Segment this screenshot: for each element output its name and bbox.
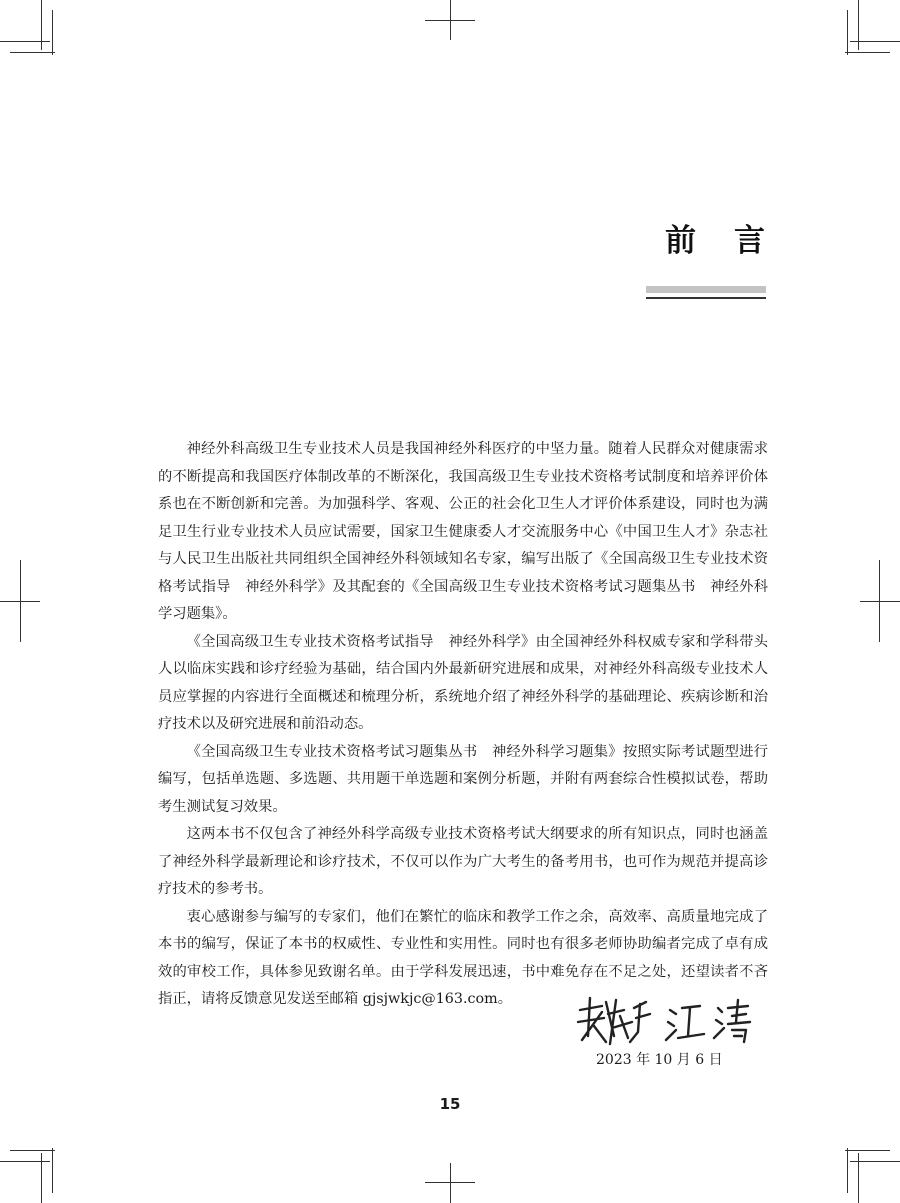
handwritten-signature (572, 992, 752, 1048)
paragraph: 《全国高级卫生专业技术资格考试指导 神经外科学》由全国神经外科权威专家和学科带头人以临床实践和诊疗经验为基础，结合国内外最新研究进展和成果，对神经外科高级专业技术人员应掌握的内容进行全面概述和梳理分析，系统地介绍了神经外科学的基础理论、疾病诊断和治疗技术以及研究进展和前沿动态。 (158, 633, 768, 732)
date: 2023 年 10 月 6 日 (596, 1052, 723, 1068)
title-rule-dark (646, 297, 766, 299)
paragraph: 这两本书不仅包含了神经外科学高级专业技术资格考试大纲要求的所有知识点，同时也涵盖了神经外科学最新理论和诊疗技术，不仅可以作为广大考生的备考用书，也可作为规范并提高诊疗技术的参考书。 (158, 826, 768, 897)
page-title: 前言 (665, 223, 803, 259)
paragraph: 衷心感谢参与编写的专家们，他们在繁忙的临床和教学工作之余，高效率、高质量地完成了本书的编写，保证了本书的权威性、专业性和实用性。同时也有很多老师协助编者完成了卓有成效的审校工作，具体参见致谢名单。由于学科发展迅速，书中难免存在不足之处，还望读者不吝指正，请将反馈意见发送至邮箱 gjsjwkjc@163.com。 (158, 908, 768, 1007)
paragraph: 《全国高级卫生专业技术资格考试习题集丛书 神经外科学习题集》按照实际考试题型进行编写，包括单选题、多选题、共用题干单选题和案例分析题，并附有两套综合性模拟试卷，帮助考生测试复习效果。 (158, 743, 768, 815)
title-rule-gray (646, 286, 766, 293)
page-number: 15 (439, 1095, 461, 1113)
paragraph: 神经外科高级卫生专业技术人员是我国神经外科医疗的中坚力量。随着人民群众对健康需求的不断提高和我国医疗体制改革的不断深化，我国高级卫生专业技术资格考试制度和培养评价体系也在不断创新和完善。为加强科学、客观、公正的社会化卫生人才评价体系建设，同时也为满足卫生行业专业技术人员应试需要，国家卫生健康委人才交流服务中心《中国卫生人才》杂志社与人民卫生出版社共同组织全国神经外科领域知名专家，编写出版了《全国高级卫生专业技术资格考试指导 神经外科学》及其配套的《全国高级卫生专业技术资格考试习题集丛书 神经外科学习题集》。 (158, 441, 768, 622)
preface-body (158, 436, 768, 1014)
